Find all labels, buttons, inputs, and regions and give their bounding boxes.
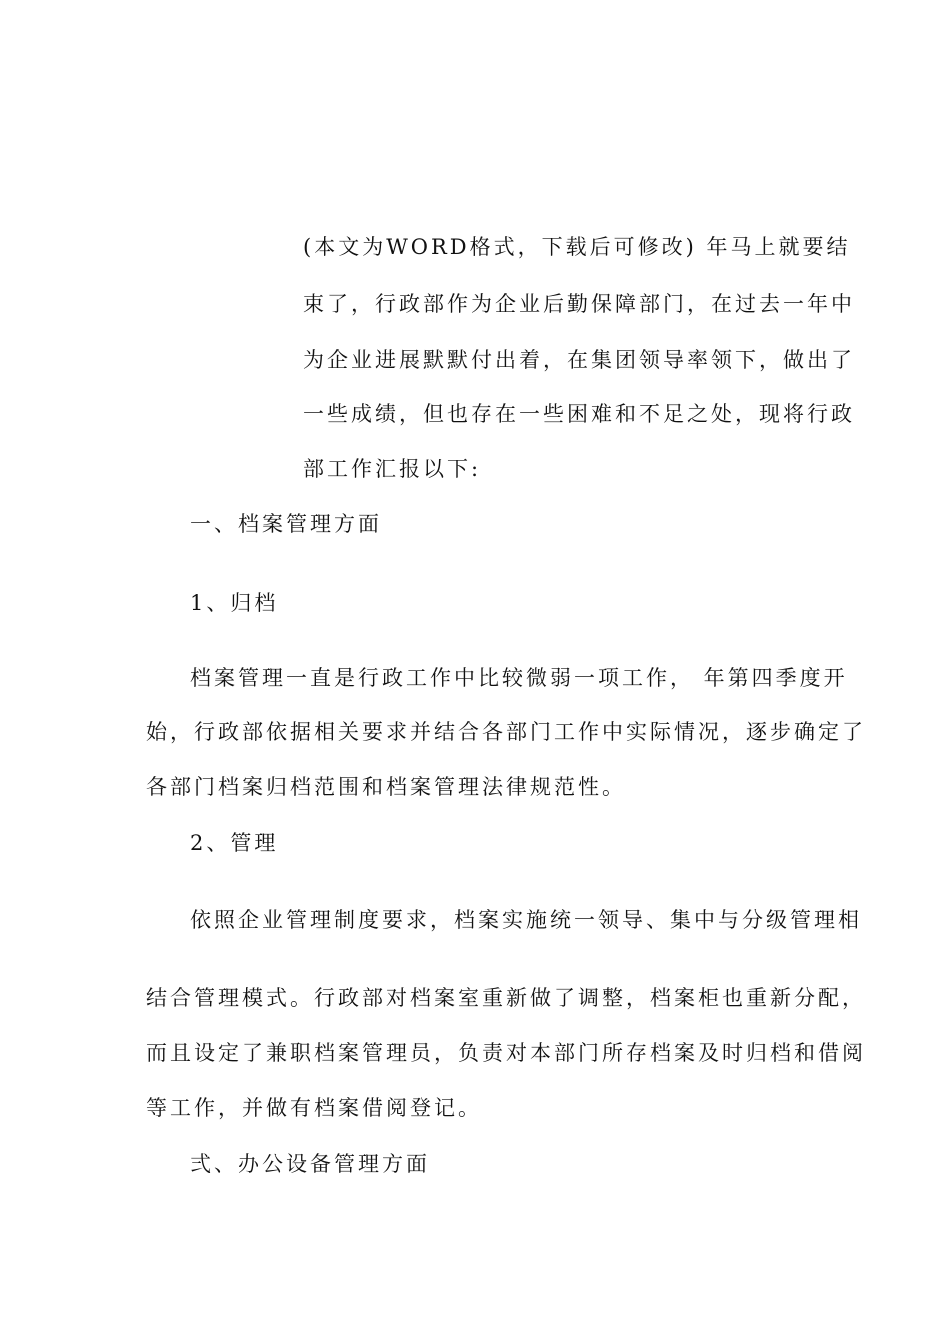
paragraph-filing-line-1: 档案管理一直是行政工作中比较微弱一项工作， 年第四季度开	[190, 666, 848, 690]
subheading-management: 2、管理	[190, 831, 279, 855]
paragraph-management-line-1: 依照企业管理制度要求，档案实施统一领导、集中与分级管理相	[190, 908, 862, 932]
intro-line-1: (本文为WORD格式，下载后可修改) 年马上就要结	[303, 235, 851, 259]
section-heading-archives: 一、档案管理方面	[190, 512, 382, 536]
paragraph-management-line-3: 而且设定了兼职档案管理员，负责对本部门所存档案及时归档和借阅	[146, 1041, 866, 1065]
paragraph-filing-line-2: 始，行政部依据相关要求并结合各部门工作中实际情况，逐步确定了	[146, 720, 866, 744]
intro-line-3: 为企业进展默默付出着，在集团领导率领下，做出了	[303, 348, 855, 372]
paragraph-filing-line-3: 各部门档案归档范围和档案管理法律规范性。	[146, 775, 626, 799]
intro-line-2: 束了，行政部作为企业后勤保障部门，在过去一年中	[303, 292, 855, 316]
intro-line-4: 一些成绩，但也存在一些困难和不足之处，现将行政	[303, 402, 855, 426]
section-heading-office-equipment: 弍、办公设备管理方面	[190, 1152, 430, 1176]
intro-line-5: 部工作汇报以下:	[303, 457, 482, 481]
paragraph-management-line-4: 等工作，并做有档案借阅登记。	[146, 1096, 482, 1120]
paragraph-management-line-2: 结合管理模式。行政部对档案室重新做了调整，档案柜也重新分配，	[146, 986, 866, 1010]
subheading-filing: 1、归档	[190, 591, 279, 615]
